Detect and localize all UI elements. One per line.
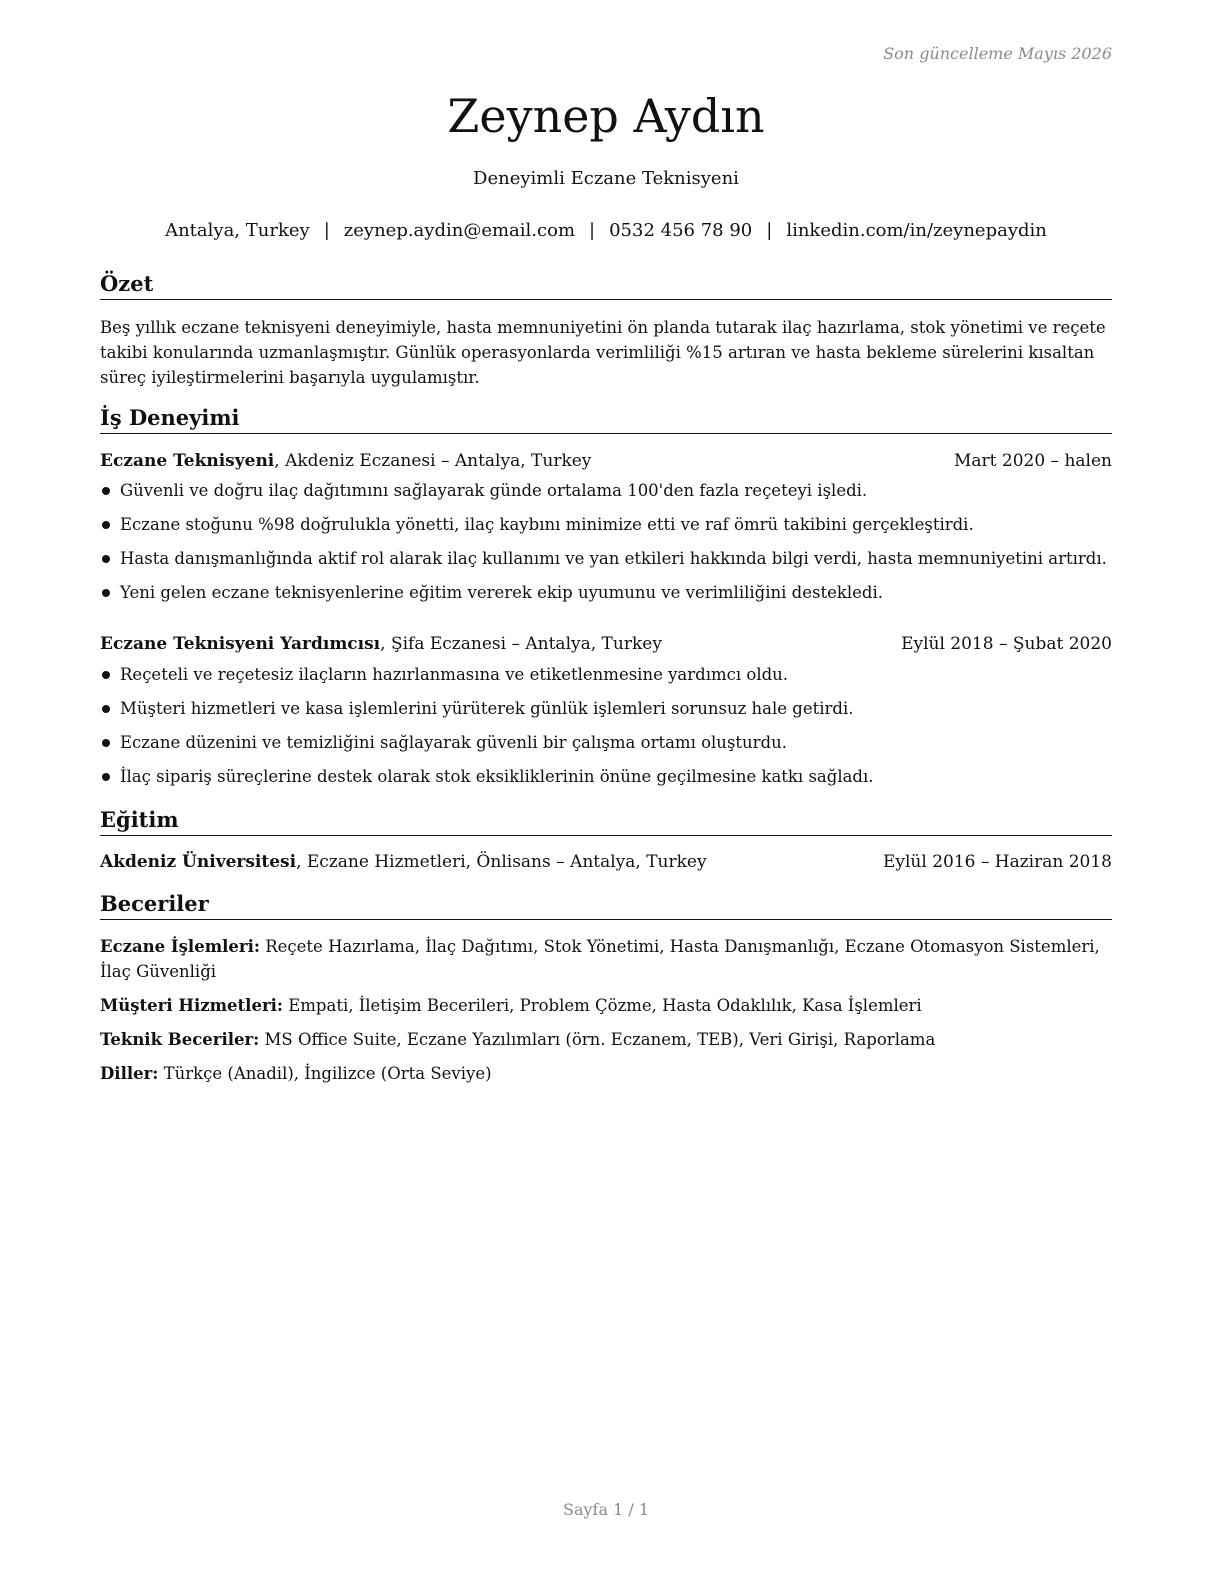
job-bullet [100, 580, 1120, 614]
job-bullets [100, 662, 1120, 798]
resume-page [100, 0, 1112, 1584]
candidate-title: Deneyimli Eczane Teknisyeni [473, 168, 739, 189]
skill-group [100, 1027, 1120, 1052]
education-details: , Eczane Hizmetleri, Önlisans – Antalya, Turkey [296, 852, 707, 872]
last-updated-note: Son güncelleme Mayıs 2026 [883, 44, 1112, 63]
bullet-icon [102, 773, 110, 781]
job-bullet-text: Reçeteli ve reçetesiz ilaçların hazırlanmasına ve etiketlenmesine yardımcı oldu. [120, 665, 789, 684]
skill-group-items: Türkçe (Anadil), İngilizce (Orta Seviye) [158, 1064, 492, 1083]
bullet-icon [102, 739, 110, 747]
skill-group-items: Reçete Hazırlama, İlaç Dağıtımı, Stok Yönetimi, Hasta Danışmanlığı, Eczane Otomasyon Sistemleri, İlaç Güvenliği [100, 937, 1100, 981]
bullet-icon [102, 487, 110, 495]
skill-group [100, 993, 1120, 1018]
skills-list [100, 934, 1120, 1095]
summary-text: Beş yıllık eczane teknisyeni deneyimiyle, hasta memnuniyetini ön planda tutarak ilaç hazırlama, stok yönetimi ve reçete takibi konularında uzmanlaşmıştır. Günlük operasyonlarda verimliliği %15 artıran ve hasta bekleme sürelerini kısaltan süreç iyileştirmelerini başarıyla uygulamıştır. [100, 318, 1106, 387]
bullet-icon [102, 705, 110, 713]
contact-email[interactable]: zeynep.aydin@email.com [343, 220, 576, 241]
job-bullet [100, 512, 1120, 546]
job-bullet-text: Hasta danışmanlığında aktif rol alarak ilaç kullanımı ve yan etkileri hakkında bilgi verdi, hasta memnuniyetini artırdı. [120, 549, 1107, 568]
job-role: Eczane Teknisyeni Yardımcısı [100, 634, 381, 654]
candidate-name: Zeynep Aydın [447, 89, 765, 143]
skill-group-items: Empati, İletişim Becerileri, Problem Çözme, Hasta Odaklılık, Kasa İşlemleri [283, 996, 922, 1015]
job-bullet [100, 662, 1120, 696]
summary-heading: Özet [100, 270, 1112, 300]
education-entry [100, 850, 1112, 875]
bullet-icon [102, 555, 110, 563]
education-dates: Eylül 2016 – Haziran 2018 [882, 852, 1112, 872]
experience-heading: İş Deneyimi [100, 404, 1112, 434]
job-details: , Şifa Eczanesi – Antalya, Turkey [380, 634, 662, 654]
job-dates: Eylül 2018 – Şubat 2020 [901, 634, 1112, 654]
job-bullet [100, 764, 1120, 798]
education-school: Akdeniz Üniversitesi [100, 852, 297, 872]
contact-separator: | [323, 220, 330, 241]
contact-line [100, 218, 1112, 244]
job-bullet-text: Eczane stoğunu %98 doğrulukla yönetti, ilaç kaybını minimize etti ve raf ömrü takibini gerçekleştirdi. [120, 515, 974, 534]
skill-group-label: Diller: [100, 1064, 159, 1083]
bullet-icon [102, 671, 110, 679]
job-role: Eczane Teknisyeni [100, 451, 275, 471]
skill-group [100, 1061, 1120, 1086]
contact-location: Antalya, Turkey [165, 220, 310, 241]
job-dates: Mart 2020 – halen [953, 451, 1112, 471]
skill-group [100, 934, 1120, 984]
skill-group-label: Teknik Beceriler: [100, 1030, 260, 1049]
job-bullet-text: Yeni gelen eczane teknisyenlerine eğitim vererek ekip uyumunu ve verimliliğini destekledi. [120, 583, 883, 602]
contact-separator: | [766, 220, 773, 241]
job-header [100, 632, 1112, 657]
bullet-icon [102, 589, 110, 597]
contact-phone: 0532 456 78 90 [609, 220, 753, 241]
contact-linkedin[interactable]: linkedin.com/in/zeynepaydin [786, 220, 1047, 241]
bullet-icon [102, 521, 110, 529]
job-bullet [100, 730, 1120, 764]
job-bullet [100, 696, 1120, 730]
contact-separator: | [589, 220, 596, 241]
job-bullet [100, 546, 1120, 580]
education-heading: Eğitim [100, 806, 1112, 836]
job-bullet-text: Müşteri hizmetleri ve kasa işlemlerini yürüterek günlük işlemleri sorunsuz hale getirdi. [120, 699, 854, 718]
job-bullet [100, 478, 1120, 512]
page-footer: Sayfa 1 / 1 [562, 1500, 649, 1519]
job-details: , Akdeniz Eczanesi – Antalya, Turkey [274, 451, 592, 471]
skill-group-items: MS Office Suite, Eczane Yazılımları (örn. Eczanem, TEB), Veri Girişi, Raporlama [259, 1030, 936, 1049]
job-bullet-text: İlaç sipariş süreçlerine destek olarak stok eksikliklerinin önüne geçilmesine katkı sağladı. [120, 767, 874, 786]
skill-group-label: Müşteri Hizmetleri: [100, 996, 283, 1015]
skills-heading: Beceriler [100, 890, 1112, 920]
job-bullet-text: Eczane düzenini ve temizliğini sağlayarak güvenli bir çalışma ortamı oluşturdu. [120, 733, 787, 752]
job-header [100, 449, 1112, 474]
job-bullets [100, 478, 1120, 614]
skill-group-label: Eczane İşlemleri: [100, 937, 260, 956]
job-bullet-text: Güvenli ve doğru ilaç dağıtımını sağlayarak günde ortalama 100'den fazla reçeteyi işledi. [120, 481, 868, 500]
